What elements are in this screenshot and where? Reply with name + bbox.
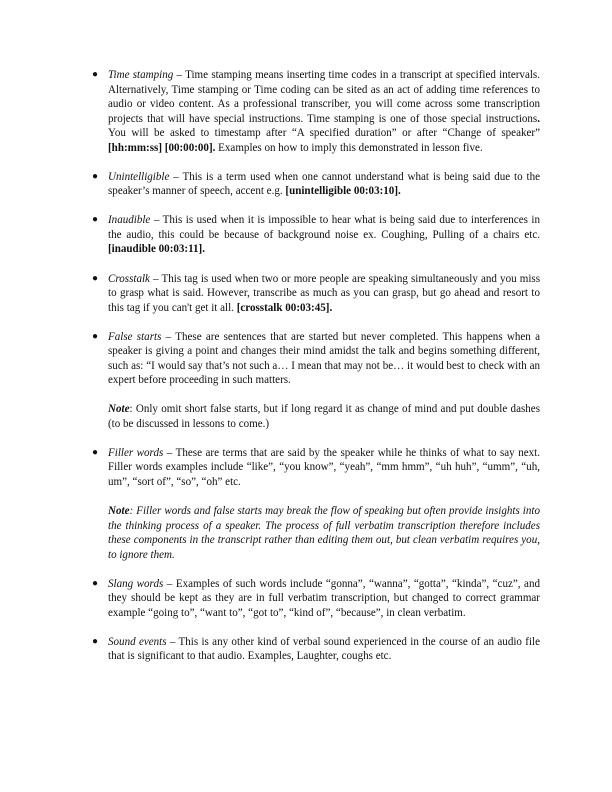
item-text: These are terms that are said by the speaker while he thinks of what to say next. Filler words examples include “like”, “you know”, “yeah”, “mm hmm”, “uh huh”, “umm”, “uh, um”, “sort of”, “so”, “oh” etc.: [108, 446, 540, 489]
list-item-sound-events: [92, 635, 540, 664]
item-text-continued: You will be asked to timestamp after “A specified duration” or after “Change of speaker”: [108, 127, 540, 140]
bullet-icon: ●: [92, 577, 99, 589]
note-false-starts: [108, 402, 540, 431]
term-label: Inaudible: [108, 214, 151, 227]
list-item-crosstalk: [92, 272, 540, 316]
bullet-icon: ●: [92, 272, 99, 284]
term-label: Time stamping: [108, 69, 174, 81]
timestamp-format-tag: [hh:mm:ss] [00:00:00].: [108, 141, 216, 154]
term-label: Slang words: [108, 577, 164, 590]
item-text: Examples of such words include “gonna”, “wanna”, “gotta”, “kinda”, “cuz”, and they should be kept as they are in full verbatim transcription, but changed to correct grammar example “going to”, “want to”, “got to”, “kind of”, “because”, in clean verbatim.: [108, 577, 541, 619]
list-item-slang-words: [92, 577, 541, 621]
bullet-icon: ●: [92, 170, 99, 182]
item-text: Time stamping means inserting time codes in a transcript at specified intervals. Alternatively, Time stamping or Time coding can be sited as an act of adding time references to audio or video content. As a professional transcriber, you will come across some transcription projects that will have special instructions. Time stamping is one of those special instructions: [108, 69, 540, 125]
glossary-list: [92, 68, 541, 679]
list-item-filler-words: [92, 446, 540, 490]
item-text: This is a term used when one cannot understand what is being said due to the speaker’s manner of speech, accent e.g.: [108, 170, 540, 198]
item-text-end: Examples on how to imply this demonstrated in lesson five.: [215, 141, 483, 154]
term-label: Crosstalk: [108, 272, 150, 285]
term-dash: –: [163, 446, 176, 459]
item-text: This tag is used when two or more people are speaking simultaneously and you miss to grasp what is said. However, transcribe as much as you can grasp, but go ahead and resort to this tag if you can't get it all.: [108, 272, 540, 314]
note-text: : Only omit short false starts, but if long regard it as change of mind and put double dashes (to be discussed in lessons to come.): [108, 403, 540, 430]
term-dash: –: [149, 272, 162, 285]
list-item-time-stamping: [92, 68, 540, 155]
bullet-icon: ●: [92, 69, 99, 80]
note-label: Note: [108, 505, 130, 518]
term-dash: –: [169, 170, 183, 183]
unintelligible-tag: [unintelligible 00:03:10].: [285, 185, 401, 198]
crosstalk-tag: [crosstalk 00:03:45].: [236, 301, 333, 314]
term-label: Unintelligible: [108, 170, 170, 183]
term-dash: –: [173, 69, 186, 81]
term-label: False starts: [108, 330, 162, 343]
inaudible-tag: [inaudible 00:03:11].: [108, 243, 205, 256]
list-item-false-starts: [92, 330, 540, 388]
bullet-icon: ●: [92, 214, 99, 226]
item-text: This is any other kind of verbal sound experienced in the course of an audio file that is significant to that audio. Examples, Laughter, coughs etc.: [108, 635, 540, 663]
term-dash: –: [166, 635, 179, 648]
item-text: This is used when it is impossible to hear what is being said due to interferences in the audio, this could be because of background noise ex. Coughing, Pulling of a chairs etc.: [108, 214, 540, 241]
term-dash: –: [150, 214, 163, 227]
term-label: Sound events: [108, 635, 167, 648]
bold-period: .: [537, 112, 540, 125]
note-text: : Filler words and false starts may break the flow of speaking but often provide insights into the thinking process of a speaker. The process of full verbatim transcription therefore includes these components in the transcript rather than editing them out, but clean verbatim requires you, to ignore them.: [108, 505, 540, 561]
bullet-icon: ●: [92, 330, 99, 342]
term-dash: –: [163, 577, 176, 590]
list-item-unintelligible: [92, 170, 540, 199]
list-item-inaudible: [92, 213, 540, 257]
item-text: These are sentences that are started but never completed. This happens when a speaker is giving a point and changes their mind amidst the talk and begins something different, such as: “I would say that’s not such a… I mean that may not be… it would best to check with an expert before proceeding in such matters.: [108, 330, 540, 387]
bullet-icon: ●: [92, 446, 99, 458]
note-label: Note: [108, 403, 130, 416]
term-label: Filler words: [108, 446, 164, 459]
note-filler-words: [108, 504, 540, 562]
bullet-icon: ●: [92, 635, 99, 647]
term-dash: –: [161, 330, 176, 343]
